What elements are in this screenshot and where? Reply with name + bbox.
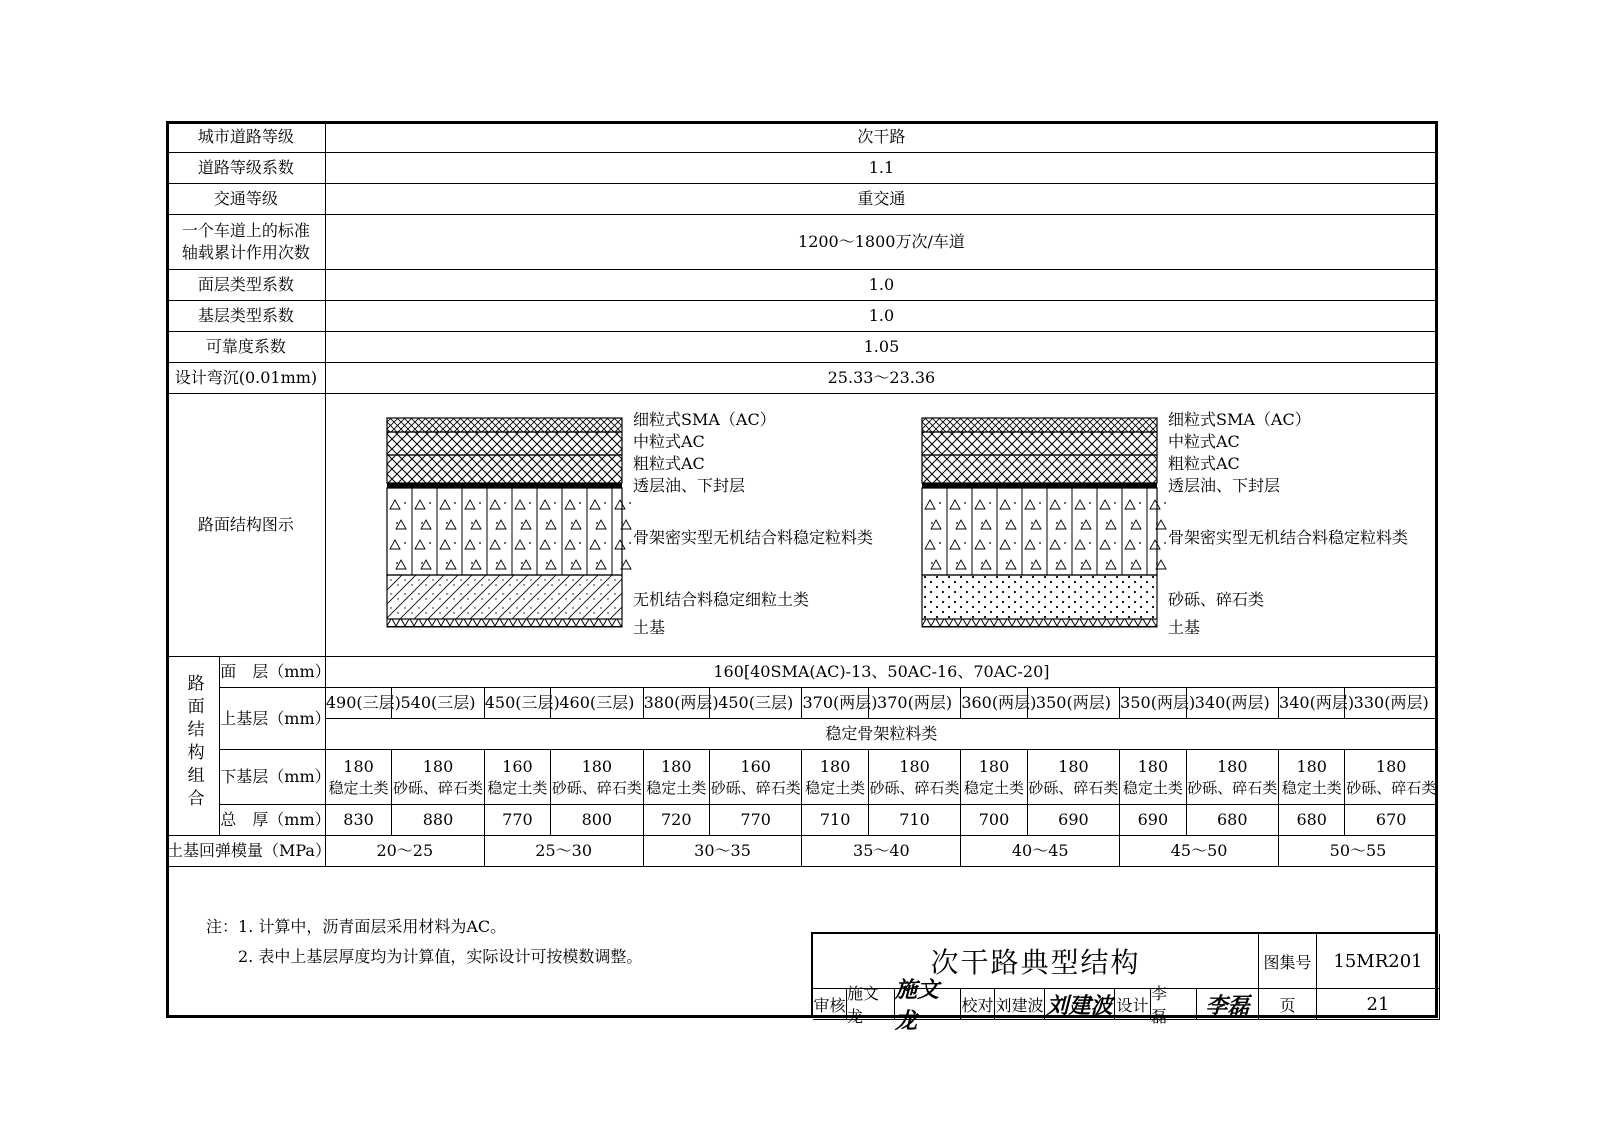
- lower-base-thickness: 180: [1058, 757, 1089, 777]
- label-axle-line2: 轴载累计作用次数: [181, 243, 310, 262]
- lower-base-material: 砂砾、碎石类: [551, 778, 642, 797]
- lower-base-material: 稳定土类: [328, 778, 389, 797]
- lower-base-material: 砂砾、碎石类: [869, 778, 960, 797]
- label-grade-coef: 道路等级系数: [167, 153, 326, 184]
- total-thickness-cell: 680: [1186, 805, 1279, 836]
- upper-base-cell: 340(两层): [1186, 688, 1279, 719]
- label-right-2: 粗粒式AC: [1167, 454, 1240, 473]
- total-thickness-cell: 720: [643, 805, 709, 836]
- checker-name: 刘建波: [995, 989, 1045, 1020]
- total-thickness-cell: 670: [1345, 805, 1438, 836]
- label-left-1: 中粒式AC: [632, 432, 705, 451]
- upper-base-cell: 540(三层): [392, 688, 485, 719]
- total-thickness-cell: 830: [325, 805, 391, 836]
- total-thickness-cell: 680: [1279, 805, 1345, 836]
- label-right-1: 中粒式AC: [1167, 432, 1240, 451]
- modulus-cell: 35～40: [802, 836, 961, 867]
- lower-base-material: 砂砾、碎石类: [1028, 778, 1119, 797]
- lower-base-material: 砂砾、碎石类: [392, 778, 483, 797]
- lower-base-thickness: 160: [502, 757, 533, 777]
- total-thickness-cell: 690: [1120, 805, 1186, 836]
- value-axle: 1200～1800万次/车道: [325, 215, 1437, 270]
- value-reliability: 1.05: [325, 332, 1437, 363]
- lower-base-material: 砂砾、碎石类: [1346, 778, 1437, 797]
- note-2: 2. 表中上基层厚度均为计算值，实际设计可按模数调整。: [238, 947, 643, 966]
- label-right-6: 土基: [1167, 618, 1200, 637]
- value-grade: 次干路: [325, 122, 1437, 153]
- reviewer-name: 施文龙: [847, 989, 895, 1020]
- lower-base-thickness: 180: [661, 757, 692, 777]
- lower-base-material: 稳定土类: [487, 778, 548, 797]
- reviewer-signature: 施文龙: [895, 989, 961, 1020]
- label-traffic: 交通等级: [167, 184, 326, 215]
- label-reliability: 可靠度系数: [167, 332, 326, 363]
- upper-base-cell: 350(两层): [1120, 688, 1186, 719]
- value-upper-material: 稳定骨架粒料类: [325, 719, 1437, 750]
- note-1: 1. 计算中，沥青面层采用材料为AC。: [238, 917, 507, 936]
- upper-base-cell: 450(三层): [709, 688, 802, 719]
- design-label: 设计: [1115, 989, 1151, 1020]
- label-total: 总 厚（mm）: [220, 805, 326, 836]
- modulus-cell: 40～45: [961, 836, 1120, 867]
- check-label: 校对: [961, 989, 995, 1020]
- group-label-text: 路面结构组合: [183, 674, 204, 813]
- value-surface-coef: 1.0: [325, 270, 1437, 301]
- lower-base-material: 砂砾、碎石类: [1187, 778, 1278, 797]
- label-right-3: 透层油、下封层: [1167, 476, 1280, 495]
- label-left-3: 透层油、下封层: [632, 476, 745, 495]
- modulus-cell: 30～35: [643, 836, 802, 867]
- lower-base-material: 稳定土类: [1281, 778, 1342, 797]
- value-grade-coef: 1.1: [325, 153, 1437, 184]
- lower-base-thickness: 180: [422, 757, 454, 777]
- label-right-4: 骨架密实型无机结合料稳定粒料类: [1167, 528, 1408, 547]
- upper-base-cell: 380(两层): [643, 688, 709, 719]
- value-surface: 160[40SMA(AC)-13、50AC-16、70AC-20]: [325, 657, 1437, 688]
- total-thickness-cell: 710: [802, 805, 868, 836]
- label-upper-base: 上基层（mm）: [220, 688, 326, 750]
- lower-base-thickness: 180: [1375, 757, 1407, 777]
- modulus-cell: 25～30: [484, 836, 643, 867]
- total-thickness-cell: 800: [551, 805, 644, 836]
- total-thickness-cell: 770: [709, 805, 802, 836]
- lower-base-thickness: 180: [343, 757, 374, 777]
- page-label: 页: [1259, 989, 1317, 1020]
- upper-base-cell: 330(两层): [1345, 688, 1438, 719]
- upper-base-cell: 370(两层): [868, 688, 961, 719]
- checker-signature: 刘建波: [1045, 989, 1115, 1020]
- modulus-cell: 20～25: [325, 836, 484, 867]
- total-thickness-cell: 770: [484, 805, 550, 836]
- lower-base-thickness: 180: [819, 757, 851, 777]
- label-right-5: 砂砾、碎石类: [1167, 590, 1264, 609]
- atlas-number: 15MR201: [1317, 934, 1440, 989]
- upper-base-cell: 340(两层): [1279, 688, 1345, 719]
- label-left-4: 骨架密实型无机结合料稳定粒料类: [632, 528, 873, 547]
- label-modulus: 土基回弹模量（MPa）: [167, 836, 326, 867]
- label-axle-line1: 一个车道上的标准: [181, 221, 310, 241]
- lower-base-material: 稳定土类: [646, 778, 707, 797]
- upper-base-cell: 450(三层): [484, 688, 550, 719]
- lower-base-material: 稳定土类: [805, 778, 866, 797]
- lower-base-thickness: 180: [581, 757, 613, 777]
- label-base-coef: 基层类型系数: [167, 301, 326, 332]
- label-right-0: 细粒式SMA（AC）: [1167, 410, 1311, 429]
- upper-base-cell: 350(两层): [1027, 688, 1120, 719]
- upper-base-cell: 490(三层): [325, 688, 391, 719]
- drawing-title: 次干路典型结构: [813, 934, 1259, 989]
- label-left-5: 无机结合料稳定细粒土类: [632, 590, 809, 609]
- upper-base-cell: 460(三层): [551, 688, 644, 719]
- drawing-frame: [166, 121, 1438, 1018]
- lower-base-material: 稳定土类: [963, 778, 1024, 797]
- label-diagram: 路面结构图示: [167, 394, 326, 657]
- upper-base-cell: 370(两层): [802, 688, 868, 719]
- total-thickness-cell: 690: [1027, 805, 1120, 836]
- lower-base-thickness: 180: [899, 757, 930, 777]
- label-left-2: 粗粒式AC: [632, 454, 705, 473]
- modulus-cell: 50～55: [1279, 836, 1438, 867]
- value-traffic: 重交通: [325, 184, 1437, 215]
- lower-base-thickness: 180: [1217, 757, 1248, 777]
- notes-prefix: 注：: [206, 917, 239, 936]
- total-thickness-cell: 880: [392, 805, 485, 836]
- label-deflection: 设计弯沉(0.01mm): [167, 363, 326, 394]
- label-left-0: 细粒式SMA（AC）: [632, 410, 776, 429]
- value-base-coef: 1.0: [325, 301, 1437, 332]
- designer-signature: 李磊: [1197, 989, 1259, 1020]
- lower-base-material: 稳定土类: [1122, 778, 1183, 797]
- modulus-cell: 45～50: [1120, 836, 1279, 867]
- label-grade: 城市道路等级: [167, 122, 326, 153]
- lower-base-thickness: 180: [978, 757, 1010, 777]
- upper-base-cell: 360(两层): [961, 688, 1027, 719]
- designer-name: 李 磊: [1151, 989, 1197, 1020]
- lower-base-thickness: 180: [1137, 757, 1169, 777]
- lower-base-thickness: 180: [1296, 757, 1327, 777]
- value-deflection: 25.33～23.36: [325, 363, 1437, 394]
- label-surface-coef: 面层类型系数: [167, 270, 326, 301]
- lower-base-material: 砂砾、碎石类: [710, 778, 801, 797]
- review-label: 审核: [813, 989, 847, 1020]
- total-thickness-cell: 700: [961, 805, 1027, 836]
- total-thickness-cell: 710: [868, 805, 961, 836]
- label-surface: 面 层（mm）: [220, 657, 326, 688]
- label-left-6: 土基: [632, 618, 665, 637]
- page-number: 21: [1317, 989, 1440, 1020]
- lower-base-thickness: 160: [740, 757, 771, 777]
- atlas-label: 图集号: [1259, 934, 1317, 989]
- label-lower-base: 下基层（mm）: [220, 750, 326, 805]
